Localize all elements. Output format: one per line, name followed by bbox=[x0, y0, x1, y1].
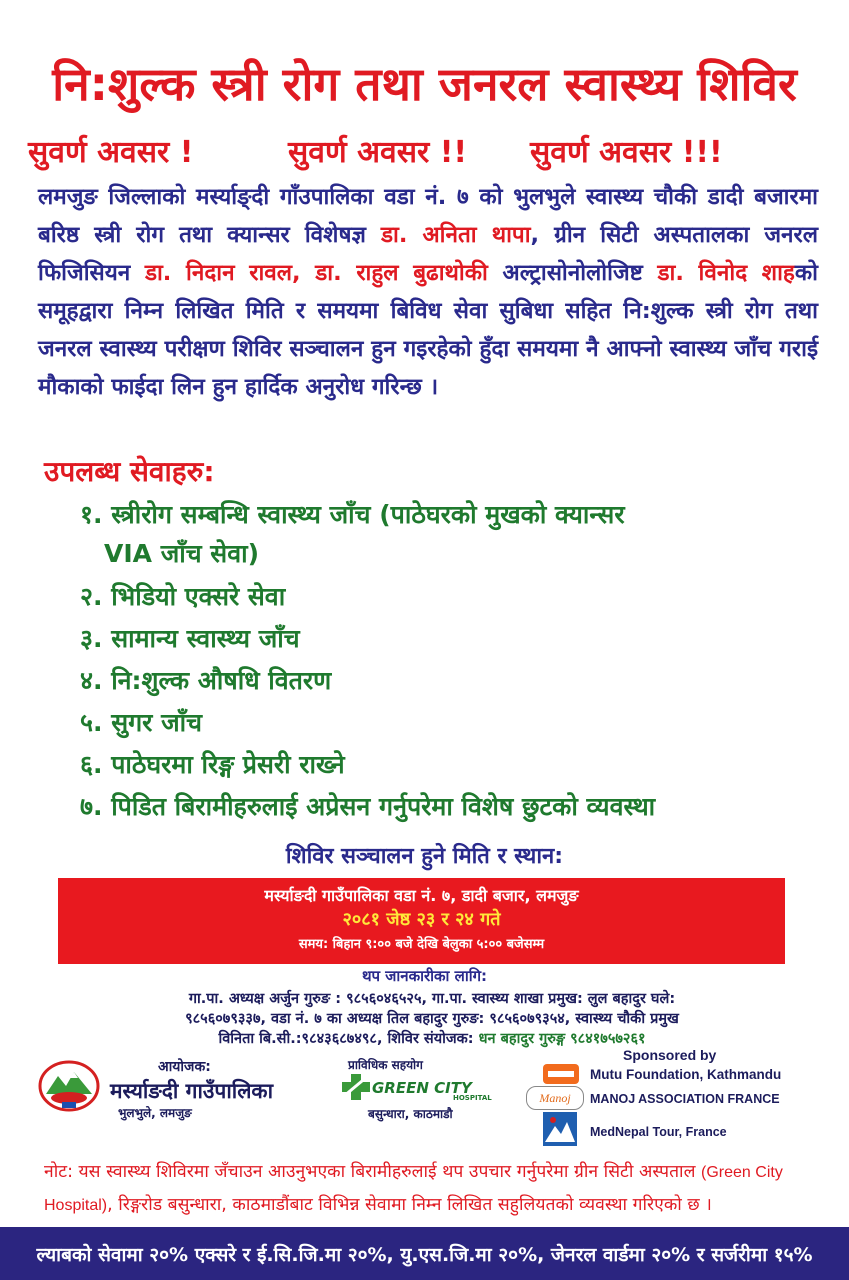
discount-band bbox=[0, 1227, 849, 1280]
service-item: ५. सुगर जाँच bbox=[80, 708, 203, 737]
doctor-binod: डा. विनोद शाह bbox=[657, 260, 795, 286]
venue-date: २०८१ जेष्ठ २३ र २४ गते bbox=[342, 909, 501, 930]
technical-support-label: प्राविधिक सहयोग bbox=[348, 1058, 423, 1072]
info-heading: थप जानकारीका लागि: bbox=[361, 967, 488, 985]
service-item: ४. नि:शुल्क औषधि वितरण bbox=[80, 666, 332, 695]
manoj-logo: Manoj bbox=[526, 1086, 584, 1110]
intro-text-3: अल्ट्रासोनोलोजिष्ट bbox=[487, 260, 658, 286]
service-item: ३. सामान्य स्वास्थ्य जाँच bbox=[80, 624, 300, 653]
sponsors-heading: Sponsored by bbox=[623, 1047, 717, 1063]
note-text-a: नोट: यस स्वास्थ्य शिविरमा जँचाउन आउनुभएका बिरामीहरुलाई थप उपचार गर्नुपरेमा ग्रीन सिटी अस्पताल bbox=[44, 1162, 696, 1182]
technical-support-place: बसुन्धारा, काठमाडौ bbox=[368, 1107, 453, 1121]
golden-opportunity-1: सुवर्ण अवसर ! bbox=[28, 135, 194, 170]
venue-place: मर्स्याङदी गाउँपालिका वडा नं. ७, डादी बजार, लमजुङ bbox=[264, 886, 579, 905]
mutu-foundation-logo-icon bbox=[542, 1062, 580, 1086]
sponsor-mutu: Mutu Foundation, Kathmandu bbox=[590, 1067, 782, 1082]
contact-line-2: ९८५६०७९३३७, वडा नं. ७ का अध्यक्ष तिल बहादुर गुरुङ: ९८५६०७९३५४, स्वास्थ्य चौकी प्रमुख bbox=[185, 1011, 679, 1027]
mednepal-logo-icon bbox=[543, 1112, 577, 1146]
discount-details: ल्याबको सेवामा २०% एक्सरे र ई.सि.जि.मा २०%, यु.एस.जि.मा २०%, जेनरल वार्डमा २०% र सर्जरीमा १५% bbox=[36, 1244, 813, 1266]
services-heading: उपलब्ध सेवाहरु: bbox=[44, 455, 215, 488]
doctor-nidan-rahul: डा. निदान रावल, डा. राहुल बुढाथोकी bbox=[144, 260, 488, 286]
intro-text-2: , ग्रीन सिटी अस्पतालका जनरल फिजिसियन bbox=[38, 222, 818, 286]
contact-line-3a: विनिता बि.सी.:९८४३६८७४९८, शिविर संयोजक: bbox=[218, 1031, 479, 1047]
golden-opportunity-3: सुवर्ण अवसर !!! bbox=[530, 135, 723, 170]
sponsor-mednepal: MedNepal Tour, France bbox=[590, 1125, 727, 1139]
golden-opportunity-2: सुवर्ण अवसर !! bbox=[288, 135, 468, 170]
page-title: नि:शुल्क स्त्री रोग तथा जनरल स्वास्थ्य शिविर bbox=[52, 57, 797, 111]
sponsor-manoj: MANOJ ASSOCIATION FRANCE bbox=[590, 1092, 780, 1106]
note-text-c: , रिङ्गरोड बसुन्धारा, काठमाडौंबाट विभिन्न सेवामा निम्न लिखित सहुलियतको व्यवस्था गरिएको छ । bbox=[107, 1195, 712, 1215]
discount-note bbox=[44, 1156, 844, 1222]
service-item: VIA जाँच सेवा) bbox=[104, 539, 260, 568]
intro-paragraph bbox=[38, 178, 818, 406]
service-item: ६. पाठेघरमा रिङ्ग प्रेसरी राख्ने bbox=[80, 750, 345, 779]
organizer-place: भुलभुले, लमजुङ bbox=[118, 1106, 192, 1120]
contact-line-1: गा.पा. अध्यक्ष अर्जुन गुरुङ : ९८५६०४६५२५, गा.पा. स्वास्थ्य शाखा प्रमुख: लुल बहादुर घले: bbox=[188, 991, 676, 1007]
green-city-logo-sub: HOSPITAL bbox=[453, 1094, 492, 1102]
service-item: ७. पिडित बिरामीहरुलाई अप्रेसन गर्नुपरेमा विशेष छुटको व्यवस्था bbox=[80, 792, 656, 821]
intro-text-4: को समूहद्वारा निम्न लिखित मिति र समयमा बिविध सेवा सुबिधा सहित नि:शुल्क स्त्री रोग तथा जनरल स्वास्थ्य परीक्षण शिविर सञ्चालन हुन गइरहेको हुँदा समयमा नै आफ्नो स्वास्थ्य जाँच गराई मौकाको फाईदा लिन हुन हार्दिक अनुरोध गरिन्छ । bbox=[38, 260, 818, 400]
organizer-label: आयोजक: bbox=[158, 1059, 211, 1075]
venue-time: समय: बिहान ९:०० बजे देखि बेलुका ५:०० बजेसम्म bbox=[298, 937, 545, 952]
green-city-logo-text: GREEN CITY bbox=[372, 1079, 472, 1097]
service-item: २. भिडियो एक्सरे सेवा bbox=[80, 582, 286, 611]
venue-box bbox=[58, 878, 785, 964]
intro-text-1: लमजुङ जिल्लाको मर्स्याङ्दी गाँउपालिका वडा नं. ७ को भुलभुले स्वास्थ्य चौकी डादी बजारमा बरिष्ठ स्त्री रोग तथा क्यान्सर विशेषज्ञ bbox=[38, 184, 818, 248]
venue-heading: शिविर सञ्चालन हुने मिति र स्थान: bbox=[285, 844, 564, 869]
service-item: १. स्त्रीरोग सम्बन्धि स्वास्थ्य जाँच (पाठेघरको मुखको क्यान्सर bbox=[80, 500, 625, 529]
nepal-emblem-icon bbox=[36, 1058, 102, 1112]
medical-cross-icon bbox=[340, 1072, 372, 1102]
doctor-anita: डा. अनिता थापा bbox=[380, 222, 531, 248]
contact-line-3 bbox=[62, 1028, 802, 1048]
organizer-name: मर्स्याङदी गाउँपालिका bbox=[110, 1079, 274, 1103]
coordinator-contact: धन बहादुर गुरुङ्ग ९८४१७५७२६१ bbox=[478, 1031, 646, 1047]
note-hospital-name: (Green City Hospital) bbox=[44, 1164, 783, 1214]
